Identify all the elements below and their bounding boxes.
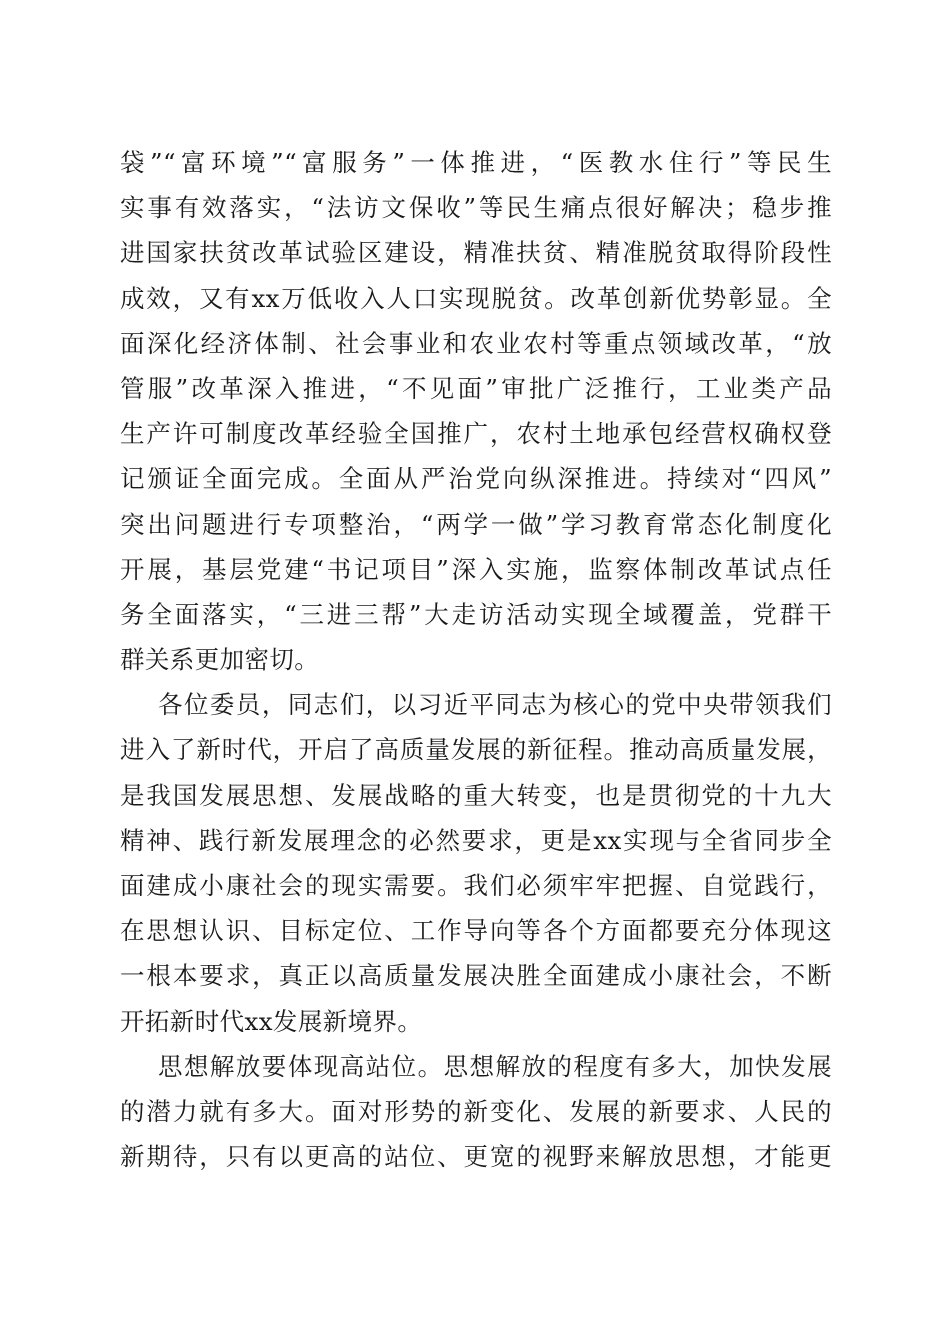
text-line: 思想解放要体现高站位。思想解放的程度有多大，加快发展	[158, 1051, 832, 1081]
text-line: 成效，又有xx万低收入人口实现脱贫。改革创新优势彰显。全	[120, 283, 832, 313]
text-line: 开拓新时代xx发展新境界。	[120, 1006, 423, 1036]
text-line: 面深化经济体制、社会事业和农业农村等重点领域改革，“放	[120, 328, 832, 358]
document-body	[120, 140, 832, 1179]
text-line: 是我国发展思想、发展战略的重大转变，也是贯彻党的十九大	[120, 780, 832, 810]
text-line: 生产许可制度改革经验全国推广，农村土地承包经营权确权登	[120, 419, 832, 449]
paragraph-3	[120, 1044, 832, 1180]
text-line: 新期待，只有以更高的站位、更宽的视野来解放思想，才能更	[120, 1142, 832, 1172]
text-line: 的潜力就有多大。面对形势的新变化、发展的新要求、人民的	[120, 1096, 832, 1126]
text-line: 在思想认识、目标定位、工作导向等各个方面都要充分体现这	[120, 916, 832, 946]
text-line: 群关系更加密切。	[120, 645, 320, 675]
text-line: 实事有效落实，“法访文保收”等民生痛点很好解决；稳步推	[120, 193, 832, 223]
text-line: 突出问题进行专项整治，“两学一做”学习教育常态化制度化	[120, 509, 832, 539]
paragraph-1	[120, 140, 832, 682]
text-line: 进国家扶贫改革试验区建设，精准扶贫、精准脱贫取得阶段性	[120, 238, 832, 268]
text-line: 务全面落实，“三进三帮”大走访活动实现全域覆盖，党群干	[120, 599, 832, 629]
text-line: 各位委员，同志们，以习近平同志为核心的党中央带领我们	[158, 690, 832, 720]
text-line: 袋”“富环境”“富服务”一体推进，“医教水住行”等民生	[120, 148, 832, 177]
text-line: 开展，基层党建“书记项目”深入实施，监察体制改革试点任	[120, 554, 832, 584]
paragraph-2	[120, 682, 832, 1044]
text-line: 精神、践行新发展理念的必然要求，更是xx实现与全省同步全	[120, 825, 832, 855]
text-line: 面建成小康社会的现实需要。我们必须牢牢把握、自觉践行，	[120, 871, 832, 900]
text-line: 管服”改革深入推进，“不见面”审批广泛推行，工业类产品	[120, 373, 832, 403]
text-line: 进入了新时代，开启了高质量发展的新征程。推动高质量发展，	[120, 735, 832, 765]
text-line: 一根本要求，真正以高质量发展决胜全面建成小康社会，不断	[120, 961, 832, 991]
text-line: 记颁证全面完成。全面从严治党向纵深推进。持续对“四风”	[120, 464, 832, 494]
